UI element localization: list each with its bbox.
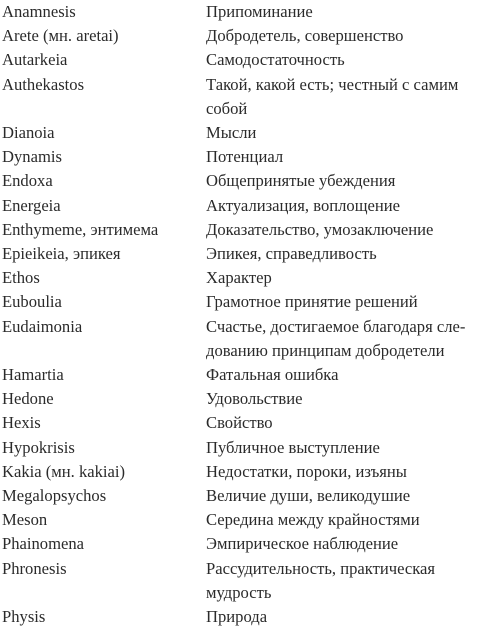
glossary-definition: Недостатки, пороки, изъяны	[206, 461, 407, 481]
glossary-definition: Публичное выступление	[206, 437, 380, 457]
glossary-term: Kakia (мн. kakiai)	[2, 461, 126, 481]
glossary-entry-phainomena	[2, 532, 488, 556]
glossary-definition: Припоминание	[206, 2, 313, 21]
glossary-entry-dynamis	[2, 145, 488, 169]
glossary-entry-phronesis	[2, 557, 488, 605]
glossary-term: Ethos	[2, 268, 40, 288]
glossary-definition: Такой, какой есть; честный с самим собой	[206, 74, 459, 118]
glossary-entry-anamnesis	[2, 0, 488, 24]
glossary-definition: Актуализация, воплощение	[206, 195, 400, 215]
glossary-term: Enthymeme, энтимема	[2, 219, 159, 239]
glossary-definition: Потенциал	[206, 147, 284, 167]
glossary-term: Eudaimonia	[2, 316, 83, 336]
glossary-entry-megalopsychos	[2, 484, 488, 508]
glossary-entry-hamartia	[2, 363, 488, 387]
glossary-term: Physis	[2, 607, 46, 627]
glossary-definition: Рассудительность, практическая мудрость	[206, 558, 436, 602]
glossary-term: Authekastos	[2, 74, 85, 94]
glossary-definition: Удовольствие	[206, 389, 303, 409]
glossary-list	[2, 0, 488, 629]
glossary-entry-hedone	[2, 387, 488, 411]
glossary-entry-autarkeia	[2, 48, 488, 72]
glossary-entry-hypokrisis	[2, 436, 488, 460]
glossary-entry-enthymeme	[2, 218, 488, 242]
glossary-term: Autarkeia	[2, 50, 68, 70]
glossary-entry-kakia	[2, 460, 488, 484]
glossary-definition: Счастье, достигаемое благодаря сле-дованию принципам добродетели	[206, 316, 466, 360]
glossary-entry-hexis	[2, 411, 488, 435]
glossary-definition: Грамотное принятие решений	[206, 292, 418, 312]
glossary-definition: Добродетель, совершенство	[206, 26, 404, 46]
glossary-entry-dianoia	[2, 121, 488, 145]
glossary-term: Dynamis	[2, 147, 62, 167]
glossary-entry-epieikeia	[2, 242, 488, 266]
glossary-entry-meson	[2, 508, 488, 532]
glossary-definition: Общепринятые убеждения	[206, 171, 396, 191]
glossary-term: Hypokrisis	[2, 437, 75, 457]
glossary-entry-physis	[2, 605, 488, 629]
glossary-term: Epieikeia, эпикея	[2, 244, 121, 264]
glossary-entry-arete	[2, 24, 488, 48]
glossary-term: Arete (мн. aretai)	[2, 26, 119, 46]
glossary-definition: Доказательство, умозаключение	[206, 219, 434, 239]
glossary-entry-energeia	[2, 194, 488, 218]
glossary-term: Energeia	[2, 195, 61, 215]
glossary-term: Phronesis	[2, 558, 67, 578]
glossary-term: Meson	[2, 510, 48, 530]
glossary-definition: Самодостаточность	[206, 50, 345, 70]
glossary-definition: Мысли	[206, 123, 257, 143]
glossary-term: Megalopsychos	[2, 486, 107, 506]
glossary-definition: Природа	[206, 607, 268, 627]
glossary-term: Hexis	[2, 413, 41, 433]
glossary-entry-eudaimonia	[2, 315, 488, 363]
glossary-entry-ethos	[2, 266, 488, 290]
glossary-entry-authekastos	[2, 73, 488, 121]
glossary-definition: Эмпирическое наблюдение	[206, 534, 399, 554]
glossary-entry-euboulia	[2, 290, 488, 314]
glossary-term: Hamartia	[2, 365, 64, 385]
glossary-term: Hedone	[2, 389, 54, 409]
glossary-term: Anamnesis	[2, 2, 76, 21]
glossary-term: Dianoia	[2, 123, 55, 143]
glossary-definition: Середина между крайностями	[206, 510, 420, 530]
glossary-term: Euboulia	[2, 292, 62, 312]
glossary-term: Endoxa	[2, 171, 53, 191]
glossary-definition: Эпикея, справедливость	[206, 244, 377, 264]
glossary-definition: Фатальная ошибка	[206, 365, 339, 385]
glossary-entry-endoxa	[2, 169, 488, 193]
glossary-term: Phainomena	[2, 534, 85, 554]
glossary-definition: Характер	[206, 268, 272, 288]
glossary-definition: Величие души, великодушие	[206, 486, 411, 506]
glossary-definition: Свойство	[206, 413, 273, 433]
